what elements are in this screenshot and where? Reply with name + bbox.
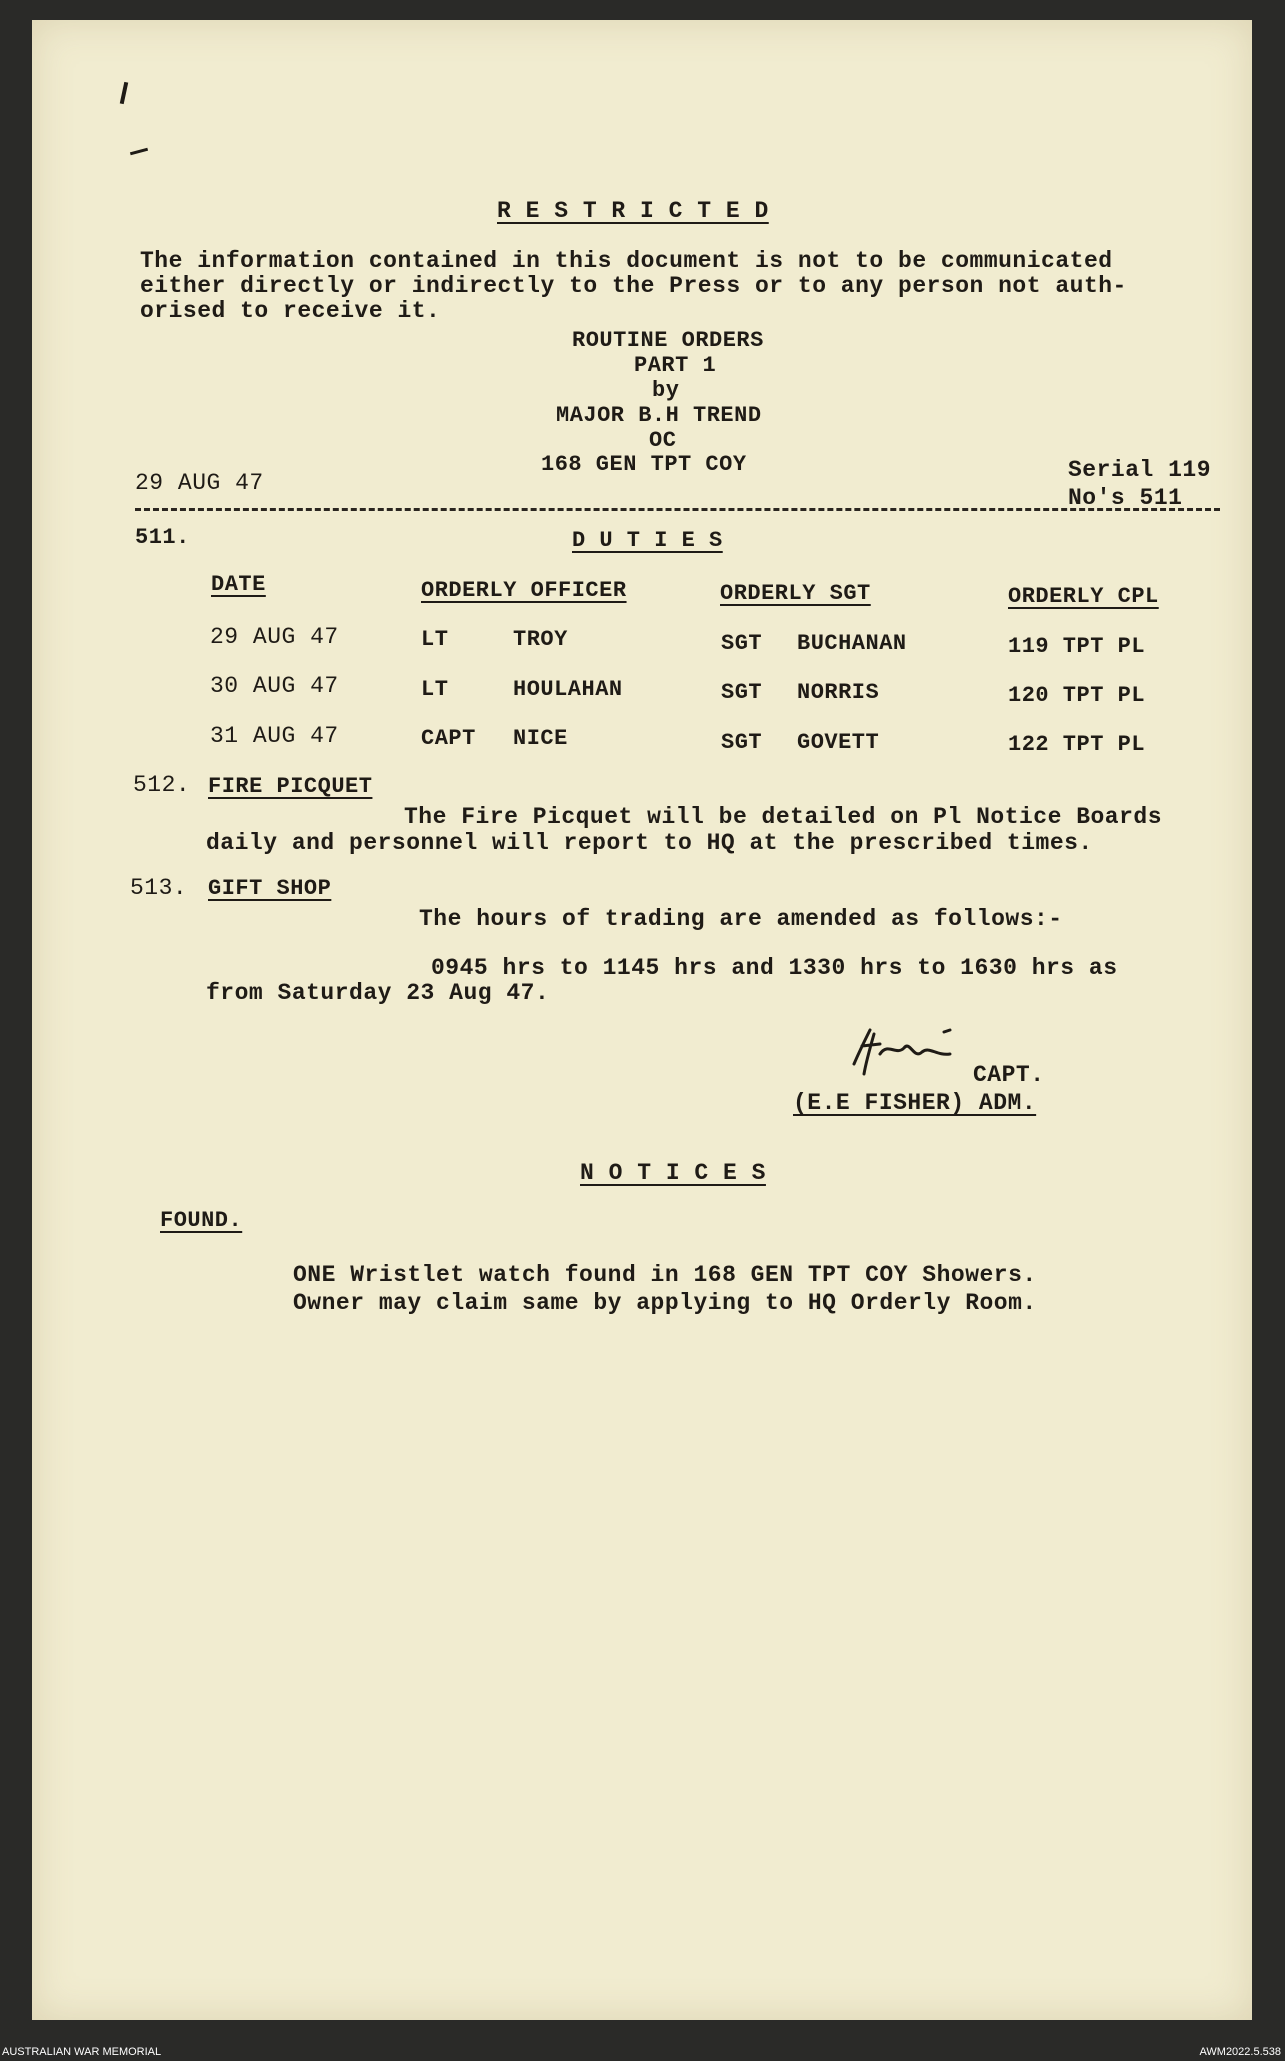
- order-numbers: No's 511: [1068, 485, 1183, 511]
- handwritten-signature: [840, 1020, 990, 1090]
- duty-row-3-rank: CAPT: [421, 726, 476, 751]
- signatory-rank: CAPT.: [973, 1062, 1045, 1088]
- fire-picquet-heading: FIRE PICQUET: [208, 774, 373, 799]
- gift-shop-number: 513.: [130, 875, 188, 901]
- duty-row-3-date: 31 AUG 47: [210, 723, 339, 749]
- found-line-2: Owner may claim same by applying to HQ Orderly Room.: [293, 1290, 1037, 1316]
- duty-row-2-sgt-rank: SGT: [721, 680, 763, 705]
- duties-number: 511.: [135, 525, 190, 550]
- duty-row-2-sgt: NORRIS: [797, 680, 880, 705]
- gift-shop-heading: GIFT SHOP: [208, 876, 332, 901]
- found-line-1: ONE Wristlet watch found in 168 GEN TPT COY Showers.: [293, 1262, 1037, 1288]
- duty-row-1-date: 29 AUG 47: [210, 624, 339, 650]
- header-divider: [135, 508, 1220, 511]
- col-header-date: DATE: [211, 572, 266, 597]
- duty-row-3-cpl: 122 TPT PL: [1008, 732, 1146, 757]
- gift-shop-line-1: The hours of trading are amended as follows:-: [419, 906, 1063, 932]
- duty-row-1-officer: TROY: [513, 627, 568, 652]
- title-line-1: ROUTINE ORDERS: [572, 328, 764, 353]
- col-header-cpl: ORDERLY CPL: [1008, 584, 1159, 609]
- title-line-5: OC: [649, 428, 677, 453]
- fire-picquet-line-2: daily and personnel will report to HQ at the prescribed times.: [206, 830, 1093, 856]
- title-line-2: PART 1: [634, 353, 717, 378]
- classification-heading: R E S T R I C T E D: [497, 198, 769, 224]
- order-date: 29 AUG 47: [135, 470, 264, 496]
- fire-picquet-line-1: The Fire Picquet will be detailed on Pl Notice Boards: [404, 804, 1163, 830]
- duty-row-1-sgt: BUCHANAN: [797, 631, 907, 656]
- duty-row-3-officer: NICE: [513, 726, 568, 751]
- signatory-name: (E.E FISHER) ADM.: [793, 1090, 1037, 1116]
- duty-row-2-officer: HOULAHAN: [513, 677, 623, 702]
- duty-row-1-rank: LT: [421, 627, 449, 652]
- duties-heading: D U T I E S: [572, 528, 723, 553]
- gift-shop-line-2: 0945 hrs to 1145 hrs and 1330 hrs to 1630 hrs as: [431, 955, 1118, 981]
- warning-line-2: either directly or indirectly to the Press or to any person not auth-: [140, 273, 1127, 299]
- duty-row-2-cpl: 120 TPT PL: [1008, 683, 1146, 708]
- serial-number: Serial 119: [1068, 457, 1212, 483]
- duty-row-2-rank: LT: [421, 677, 449, 702]
- gift-shop-line-3: from Saturday 23 Aug 47.: [206, 980, 550, 1006]
- notices-heading: N O T I C E S: [580, 1160, 766, 1186]
- footer-source: AUSTRALIAN WAR MEMORIAL: [2, 2046, 162, 2058]
- warning-line-1: The information contained in this document is not to be communicated: [140, 248, 1113, 274]
- footer-reference: AWM2022.5.538: [1199, 2046, 1281, 2058]
- fire-picquet-number: 512.: [133, 772, 191, 798]
- title-line-4: MAJOR B.H TREND: [556, 403, 762, 428]
- duty-row-1-sgt-rank: SGT: [721, 631, 763, 656]
- col-header-sgt: ORDERLY SGT: [720, 581, 871, 606]
- duty-row-3-sgt-rank: SGT: [721, 730, 763, 755]
- duty-row-1-cpl: 119 TPT PL: [1008, 634, 1146, 659]
- duty-row-3-sgt: GOVETT: [797, 730, 880, 755]
- col-header-officer: ORDERLY OFFICER: [421, 578, 627, 603]
- duty-row-2-date: 30 AUG 47: [210, 673, 339, 699]
- warning-line-3: orised to receive it.: [140, 298, 441, 324]
- title-line-3: by: [652, 378, 680, 403]
- title-line-6: 168 GEN TPT COY: [541, 452, 747, 477]
- found-heading: FOUND.: [160, 1208, 243, 1233]
